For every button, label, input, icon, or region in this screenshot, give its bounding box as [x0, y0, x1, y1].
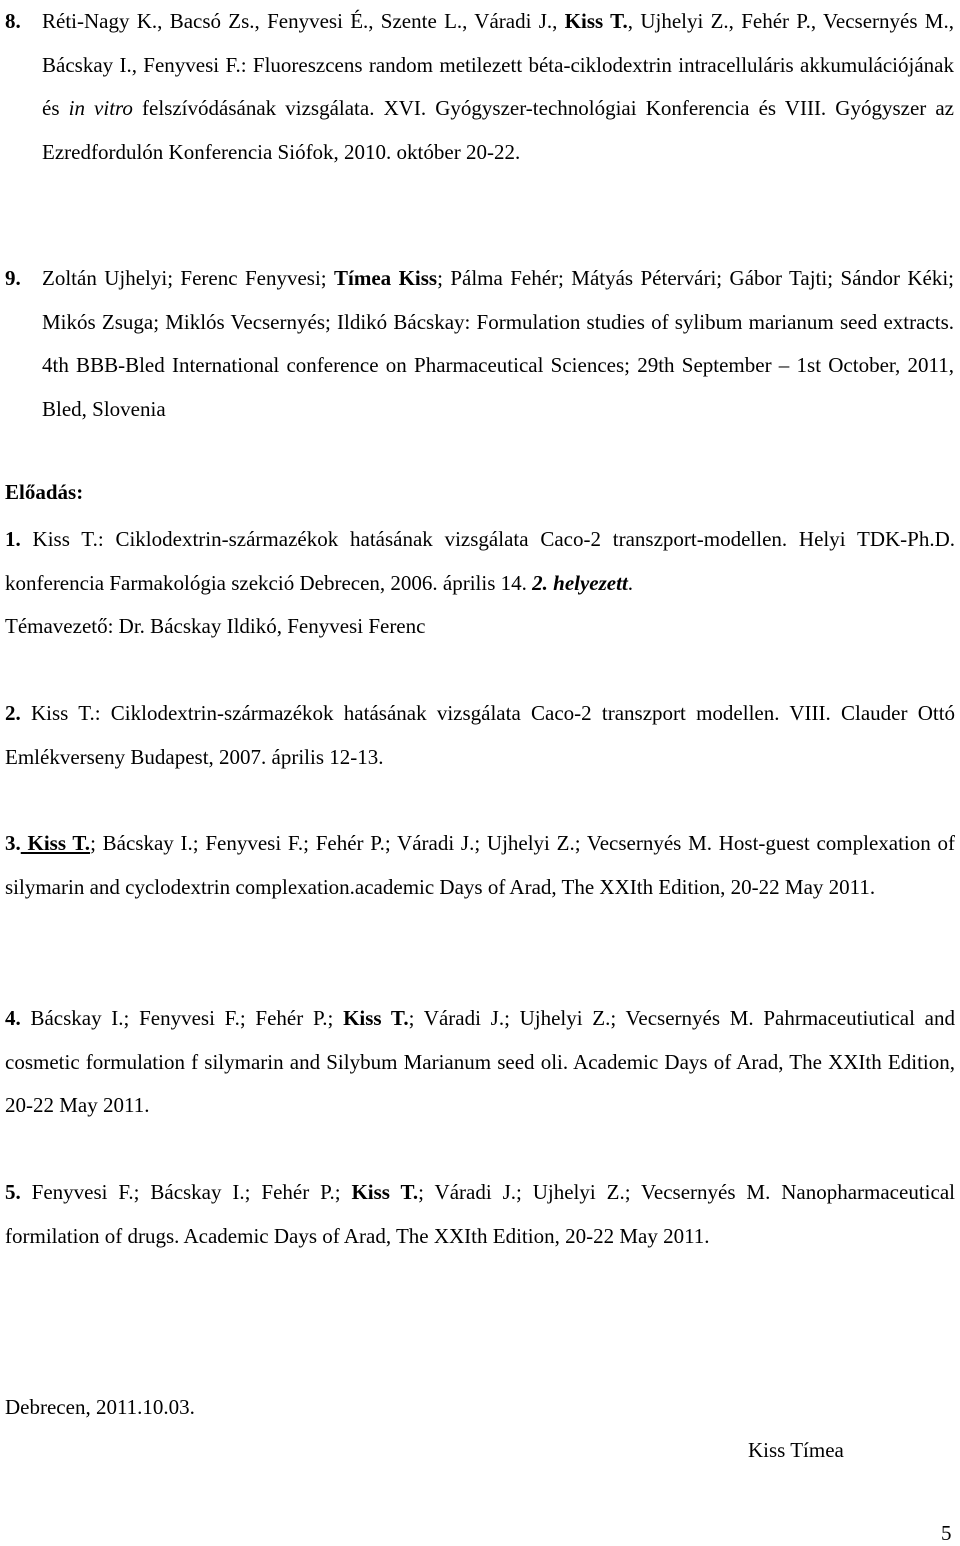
publication-9 [5, 257, 954, 431]
talk-text [5, 997, 955, 1128]
talk-citation: ; Bácskay I.; Fenyvesi F.; Fehér P.; Váradi J.; Ujhelyi Z.; Vecsernyés M. Host-guest complexation of silymarin and cyclodextrin complexation.academic Days of Arad, The XXIth Edition, 20-22 May 2011. [5, 831, 955, 899]
highlighted-author: Kiss T. [27, 831, 91, 855]
publication-number: 8. [5, 9, 21, 33]
place-and-date: Debrecen, 2011.10.03. [5, 1395, 195, 1419]
italic-term: in vitro [68, 96, 133, 120]
publication-text [42, 257, 954, 431]
publication-text [42, 0, 954, 174]
section-heading: Előadás: [5, 480, 84, 504]
talk-citation: ; Váradi J.; Ujhelyi Z.; Vecsernyés M. Pahrmaceutiutical and cosmetic formulation f silymarin and Silybum Marianum seed oli. Academic Days of Arad, The XXIth Edition, 20-22 May 2011. [5, 1006, 955, 1117]
highlighted-author: Kiss T. [32, 527, 98, 551]
talk-text [5, 1171, 955, 1258]
talk-5 [5, 1171, 955, 1258]
publication-8 [5, 0, 955, 174]
punctuation: . [627, 570, 634, 595]
authors-part: Réti-Nagy K., Bacsó Zs., Fenyvesi É., Szente L., Váradi J., [42, 9, 565, 33]
page-number: 5 [941, 1521, 952, 1545]
highlighted-author: Tímea Kiss [334, 266, 438, 290]
talk-number: 3. [5, 831, 21, 855]
authors-part: Bácskay I.; Fenyvesi F.; Fehér P.; [20, 1006, 344, 1030]
talk-citation: ; Váradi J.; Ujhelyi Z.; Vecsernyés M. Nanopharmaceutical formilation of drugs. Academic Days of Arad, The XXIth Edition, 20-22 May 2011. [5, 1180, 955, 1248]
talk-citation: : Ciklodextrin-származékok hatásának vizsgálata Caco-2 transzport-modellen. Helyi TDK-Ph.D. konferencia Farmakológia szekció Debrecen, 2006. április 14. [5, 527, 955, 595]
talk-number: 4. [5, 1006, 21, 1030]
authors-part: Zoltán Ujhelyi; Ferenc Fenyvesi; [42, 266, 335, 290]
talk-4 [5, 997, 955, 1128]
talk-supervisor: Témavezető: Dr. Bácskay Ildikó, Fenyvesi Ferenc [5, 614, 426, 638]
talk-2 [5, 692, 955, 779]
citation-part: ; Pálma Fehér; Mátyás Pétervári; Gábor Tajti; Sándor Kéki; Mikós Zsuga; Miklós Vecsernyés; Ildikó Bácskay: Formulation studies of sylibum marianum seed extracts. 4th BBB-Bled International conference on Pharmaceutical Sciences; 29th September – 1st October, 2011, Bled, Slovenia [42, 266, 954, 421]
talk-number: 5. [5, 1180, 21, 1204]
highlighted-author: Kiss T. [343, 1006, 409, 1030]
talk-3 [5, 822, 955, 909]
highlighted-author: Kiss T. [351, 1180, 419, 1204]
talk-text [5, 518, 955, 605]
talk-citation: : Ciklodextrin-származékok hatásának vizsgálata Caco-2 transzport modellen. VIII. Clauder Ottó Emlékverseny Budapest, 2007. április 12-13. [5, 701, 956, 769]
talk-1 [5, 518, 955, 649]
talk-text [5, 822, 955, 909]
publication-number: 9. [5, 266, 21, 290]
citation-part: , Ujhelyi Z., Fehér P., Vecsernyés M., Bácskay I., Fenyvesi F.: Fluoreszcens random metilezett béta-ciklodextrin intracelluláris akkumulációjának és [42, 9, 954, 120]
highlighted-author: Kiss T. [564, 9, 628, 33]
signature-name: Kiss Tímea [748, 1438, 844, 1462]
citation-part: felszívódásának vizsgálata. XVI. Gyógyszer-technológiai Konferencia és VIII. Gyógyszer az Ezredfordulón Konferencia Siófok, 2010. október 20-22. [42, 96, 955, 164]
talk-number: 2. [5, 701, 21, 725]
talk-text [5, 692, 955, 779]
highlighted-author: Kiss T. [31, 701, 95, 725]
award-rank: 2. helyezett [532, 570, 628, 595]
authors-part: Fenyvesi F.; Bácskay I.; Fehér P.; [20, 1180, 352, 1204]
talk-number: 1. [5, 527, 21, 551]
